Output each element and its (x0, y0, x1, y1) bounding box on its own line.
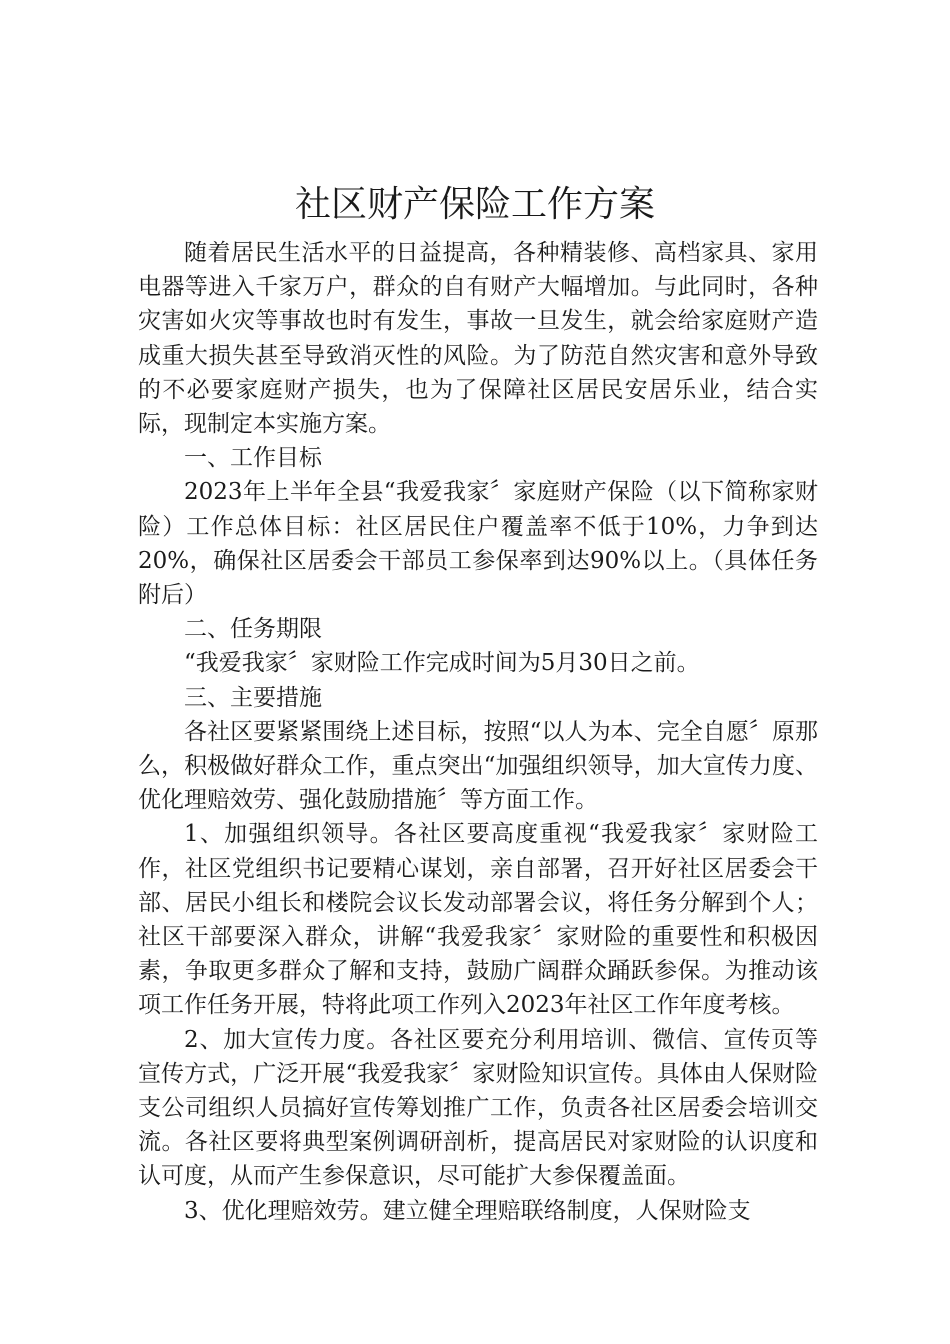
goals-paragraph: 2023年上半年全县“我爱我家〞家庭财产保险（以下简称家财险）工作总体目标：社区居民住户覆盖率不低于10%，力争到达20%，确保社区居委会干部员工参保率到达90%以上。（具体任务附后） (138, 479, 818, 609)
measures-intro-paragraph: 各社区要紧紧围绕上述目标，按照“以人为本、完全自愿〞原那么，积极做好群众工作，重点突出“加强组织领导，加大宣传力度、优化理赔效劳、强化鼓励措施〞等方面工作。 (138, 718, 818, 814)
section-heading-measures: 三、主要措施 (184, 684, 322, 711)
measure-2-paragraph: 2、加大宣传力度。各社区要充分利用培训、微信、宣传页等宣传方式，广泛开展“我爱我家〞家财险知识宣传。具体由人保财险支公司组织人员搞好宣传筹划推广工作，负责各社区居委会培训交流。各社区要将典型案例调研剖析，提高居民对家财险的认识度和认可度，从而产生参保意识，尽可能扩大参保覆盖面。 (138, 1026, 818, 1190)
deadline-paragraph: “我爱我家〞家财险工作完成时间为5月30日之前。 (184, 650, 700, 677)
intro-paragraph: 随着居民生活水平的日益提高，各种精装修、高档家具、家用电器等进入千家万户，群众的自有财产大幅增加。与此同时，各种灾害如火灾等事故也时有发生，事故一旦发生，就会给家庭财产造成重大损失甚至导致消灭性的风险。为了防范自然灾害和意外导致的不必要家庭财产损失，也为了保障社区居民安居乐业，结合实际，现制定本实施方案。 (138, 240, 818, 438)
measure-1-paragraph: 1、加强组织领导。各社区要高度重视“我爱我家〞家财险工作，社区党组织书记要精心谋划，亲自部署，召开好社区居委会干部、居民小组长和楼院会议长发动部署会议，将任务分解到个人；社区干部要深入群众，讲解“我爱我家〞家财险的重要性和积极因素，争取更多群众了解和支持，鼓励广阔群众踊跃参保。为推动该项工作任务开展，特将此项工作列入2023年社区工作年度考核。 (138, 821, 818, 1019)
document-body (138, 236, 818, 1228)
measure-3-paragraph: 3、优化理赔效劳。建立健全理赔联络制度，人保财险支 (184, 1197, 751, 1224)
section-heading-goals: 一、工作目标 (184, 445, 322, 472)
section-heading-deadline: 二、任务期限 (184, 616, 322, 643)
document-title: 社区财产保险工作方案 (294, 184, 655, 225)
